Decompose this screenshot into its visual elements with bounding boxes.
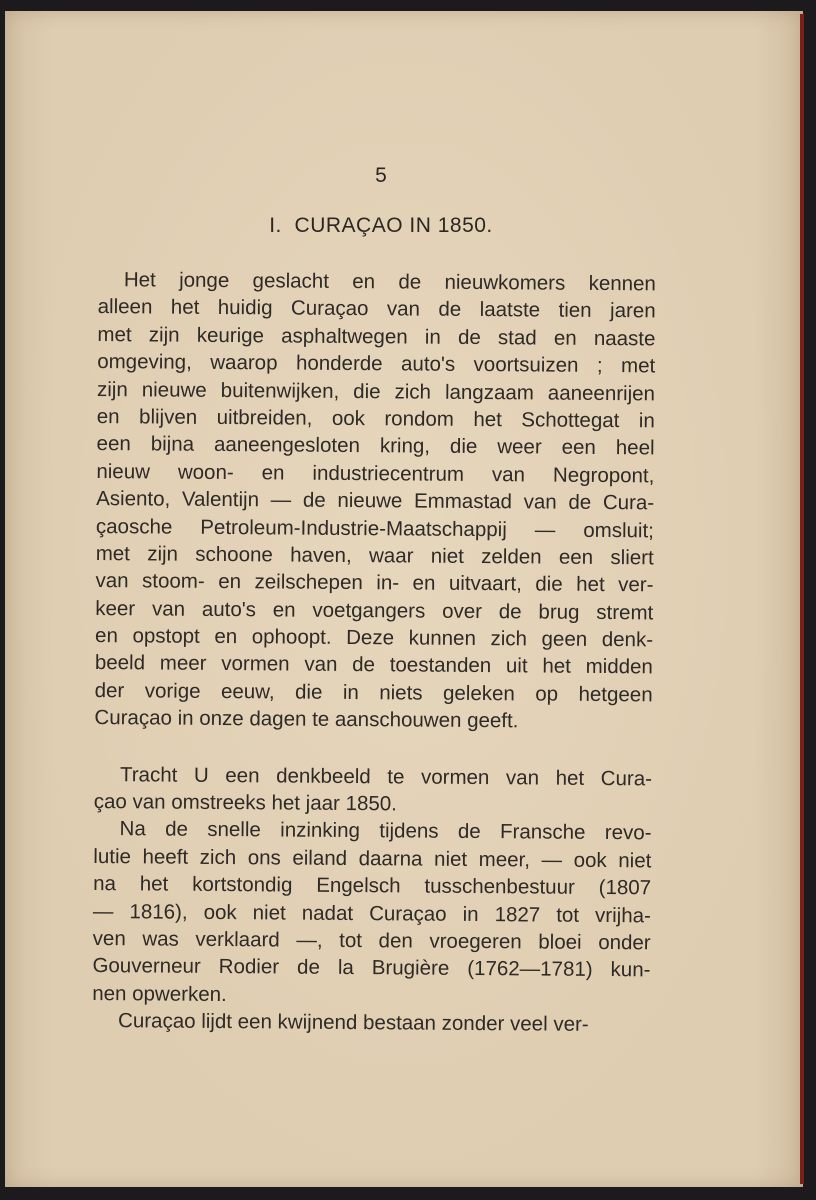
text-line: çao van omstreeks het jaar 1850. [93, 790, 397, 816]
text-line: en opstopt en ophoopt. Deze kunnen zich geen denk- [95, 624, 654, 652]
text-line: van stoom- en zeilschepen in- en uitvaart, die het ver- [95, 569, 654, 597]
text-line: zijn nieuwe buitenwijken, die zich langzaam aaneenrijen [96, 377, 656, 405]
text-line: der vorige eeuw, die in niets geleken op hetgeen [94, 678, 653, 707]
text-line: na het kortstondig Engelsch tusschenbestuur (1807 [93, 872, 652, 900]
text-line: ven was verklaard —, tot den vroegeren bloei onder [92, 926, 651, 955]
text-line: lutie heeft zich ons eiland daarna niet meer, — ook niet [93, 844, 652, 873]
text-line: Asiento, Valentijn — de nieuwe Emmastad van de Cura- [96, 487, 655, 515]
text-line: met zijn schoone haven, waar niet zelden een sliert [95, 541, 654, 570]
text-line: een bijna aaneengesloten kring, die weer een heel [96, 432, 655, 460]
book-page [5, 11, 803, 1187]
text-line: — 1816), ook niet nadat Curaçao in 1827 tot vrijha- [92, 899, 652, 927]
page-edge [800, 14, 804, 1184]
chapter-title: I. CURAÇAO IN 1850. [269, 214, 493, 237]
page-number: 5 [375, 164, 387, 187]
paragraph-4 [92, 1007, 650, 1039]
text-line: Curaçao in onze dagen te aanschouwen geeft. [94, 706, 519, 733]
paragraph-gap [94, 732, 652, 765]
text-line: Tracht U een denkbeeld te vormen van het Cura- [119, 762, 653, 791]
text-line: keer van auto's en voetgangers over de brug stremt [95, 596, 654, 625]
text-line: çaosche Petroleum-Industrie-Maatschappij — omsluit; [95, 514, 655, 542]
text-line: Curaçao lijdt een kwijnend bestaan zonder veel ver- [117, 1009, 589, 1037]
text-line: en blijven uitbreiden, ook rondom het Schottegat in [96, 404, 655, 433]
text-line: met zijn keurige asphaltwegen in de stad en naaste [97, 322, 656, 351]
text-line: Gouverneur Rodier de la Brugière (1762—1781) kun- [92, 954, 651, 982]
text-line: Het jonge geslacht en de nieuwkomers kennen [123, 268, 656, 296]
text-line: omgeving, waarop honderde auto's voortsuizen ; met [97, 350, 656, 378]
text-line: beeld meer vormen van de toestanden uit het midden [94, 651, 653, 679]
text-line: alleen het huidig Curaçao van de laatste tien jaren [97, 295, 656, 323]
body-text [92, 266, 656, 1039]
paragraph-1 [94, 266, 656, 736]
text-line: Na de snelle inzinking tijdens de Fransche revo- [119, 817, 652, 845]
text-line: nen opwerken. [92, 981, 227, 1006]
text-line: nieuw woon- en industriecentrum van Negropont, [96, 459, 655, 488]
paragraph-2 [94, 761, 652, 820]
paragraph-3 [92, 815, 651, 1011]
